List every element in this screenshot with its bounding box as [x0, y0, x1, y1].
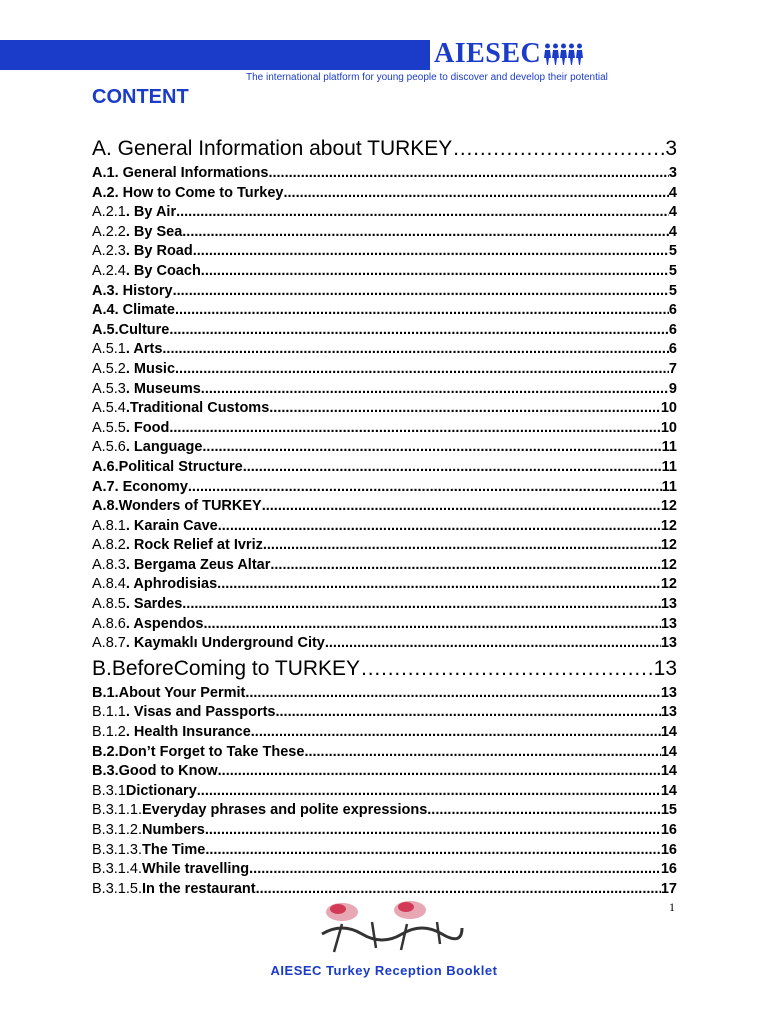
toc-entry-number: A.8.3 [92, 556, 126, 573]
toc-entry-label: . Health Insurance [125, 724, 251, 741]
toc-entry[interactable] [92, 203, 677, 223]
toc-entry-number: B.3.1.4. [92, 861, 142, 878]
toc-entry-number: A.8.5 [92, 596, 126, 613]
toc-entry-label: . Kaymaklı Underground City [125, 635, 325, 652]
toc-entry[interactable] [92, 380, 677, 400]
toc-entry-number: A. General Information about TURKEY [92, 137, 453, 160]
toc-entry-number: A.8.2 [92, 537, 126, 554]
toc-leader-dots [251, 723, 661, 743]
toc-leader-dots [268, 164, 668, 184]
toc-entry[interactable] [92, 536, 677, 556]
toc-entry-label: . By Air [125, 204, 177, 221]
toc-page-number: 12 [660, 576, 677, 593]
toc-leader-dots [325, 634, 661, 654]
toc-entry-label: The Time [141, 841, 206, 858]
toc-entry[interactable] [92, 497, 677, 517]
toc-entry-label: . Music [125, 360, 176, 377]
people-figures-icon [544, 43, 584, 65]
toc-leader-dots [205, 841, 660, 861]
toc-entry[interactable] [92, 703, 677, 723]
toc-page-number: 11 [661, 478, 677, 495]
toc-leader-dots [197, 782, 661, 802]
toc-entry[interactable] [92, 438, 677, 458]
toc-entry-number: A.1. General Informations [92, 165, 269, 181]
toc-entry[interactable] [92, 821, 677, 841]
toc-page-number: 11 [661, 458, 677, 475]
toc-entry[interactable] [92, 801, 677, 821]
toc-entry-number: B.1.2 [92, 724, 126, 741]
toc-entry-label: While travelling [141, 861, 250, 878]
reception-logo [312, 894, 472, 960]
toc-page-number: 14 [660, 724, 677, 741]
toc-page-number: 12 [660, 537, 677, 554]
toc-entry-number: A.5.3 [92, 380, 126, 397]
toc-entry-number: A.8.1 [92, 517, 126, 534]
toc-entry-label: Dictionary [125, 782, 197, 799]
toc-entry[interactable] [92, 164, 677, 184]
toc-entry[interactable] [92, 340, 677, 360]
toc-entry-number: A.5.5 [92, 419, 126, 436]
toc-page-number: 13 [660, 596, 677, 613]
toc-entry-number: A.2.1 [92, 204, 126, 221]
toc-section-heading[interactable] [92, 654, 677, 684]
toc-entry-number: A.4. Climate [92, 302, 175, 319]
toc-entry-number: A.7. Economy [92, 478, 188, 495]
toc-page-number: 14 [660, 743, 677, 760]
toc-page-number: 13 [653, 656, 677, 680]
toc-entry[interactable] [92, 595, 677, 615]
toc-entry-label: In the restaurant [141, 880, 256, 897]
toc-entry-number: A.2.4 [92, 262, 126, 279]
toc-entry[interactable] [92, 419, 677, 439]
toc-section-heading[interactable] [92, 134, 677, 164]
toc-page-number: 15 [660, 802, 677, 819]
toc-entry-number: A.8.Wonders of TURKEY [92, 498, 262, 515]
toc-leader-dots [245, 684, 661, 704]
toc-leader-dots [360, 654, 654, 684]
toc-leader-dots [205, 821, 661, 841]
toc-entry-label: . Food [125, 419, 170, 436]
toc-page-number: 6 [668, 302, 677, 319]
toc-page-number: 5 [668, 282, 677, 299]
toc-leader-dots [201, 380, 669, 400]
toc-entry-number: A.8.6 [92, 615, 126, 632]
toc-leader-dots [182, 595, 661, 615]
toc-entry-number: A.5.6 [92, 439, 126, 456]
toc-page-number: 9 [668, 380, 677, 397]
toc-page-number: 13 [660, 704, 677, 721]
toc-entry-number: A.3. History [92, 282, 173, 299]
toc-page-number: 12 [660, 556, 677, 573]
toc-page-number: 16 [660, 822, 677, 838]
toc-entry-number: A.5.4 [92, 400, 126, 417]
page-title: CONTENT [92, 86, 189, 108]
toc-page-number: 4 [668, 204, 677, 221]
toc-leader-dots [262, 497, 661, 517]
toc-entry[interactable] [92, 782, 677, 802]
toc-entry[interactable] [92, 399, 677, 419]
toc-leader-dots [188, 478, 662, 498]
toc-entry-label: . Language [125, 439, 203, 456]
toc-leader-dots [243, 458, 662, 478]
toc-page-number: 12 [660, 517, 677, 534]
table-of-contents [92, 134, 677, 899]
header-tagline: The international platform for young people to discover and develop their potential [246, 72, 608, 83]
toc-entry[interactable] [92, 684, 677, 704]
toc-page-number: 5 [668, 243, 677, 260]
toc-page-number: 14 [660, 763, 677, 780]
page-number: 1 [669, 900, 675, 914]
toc-leader-dots [193, 242, 669, 262]
toc-leader-dots [169, 419, 661, 439]
toc-page-number: 3 [668, 165, 677, 181]
toc-entry-number: A.2.2 [92, 223, 126, 240]
toc-entry-label: . Visas and Passports [125, 704, 276, 721]
toc-entry-number: A.8.7 [92, 635, 126, 652]
toc-leader-dots [304, 743, 660, 763]
toc-leader-dots [270, 556, 660, 576]
toc-leader-dots [202, 438, 661, 458]
toc-page-number: 10 [660, 400, 677, 417]
toc-leader-dots [452, 134, 665, 164]
toc-page-number: 7 [668, 360, 677, 377]
toc-page-number: 14 [660, 782, 677, 799]
toc-leader-dots [182, 223, 669, 243]
toc-page-number: 13 [660, 635, 677, 652]
toc-leader-dots [203, 615, 660, 635]
toc-entry-label: . Rock Relief at Ivriz [125, 537, 263, 554]
toc-entry[interactable] [92, 360, 677, 380]
toc-entry[interactable] [92, 743, 677, 763]
toc-entry[interactable] [92, 458, 677, 478]
toc-page-number: 11 [661, 439, 677, 456]
toc-entry[interactable] [92, 634, 677, 654]
toc-leader-dots [201, 262, 669, 282]
toc-entry-number: B.3.1.2. [92, 822, 142, 838]
toc-entry-number: A.2.3 [92, 243, 126, 260]
toc-leader-dots [218, 517, 661, 537]
toc-leader-dots [173, 282, 669, 302]
toc-page-number: 5 [668, 262, 677, 279]
toc-leader-dots [276, 703, 661, 723]
toc-entry-label: . By Coach [125, 262, 201, 279]
toc-entry-number: A.2. How to Come to Turkey [92, 184, 284, 201]
logo-text: AIESEC [434, 38, 542, 69]
toc-entry-number: A.5.Culture [92, 321, 170, 338]
toc-page-number: 10 [660, 419, 677, 436]
toc-entry[interactable] [92, 841, 677, 861]
toc-entry[interactable] [92, 184, 677, 204]
toc-leader-dots [169, 321, 669, 341]
toc-entry[interactable] [92, 615, 677, 635]
toc-leader-dots [427, 801, 661, 821]
toc-page-number: 16 [660, 861, 677, 878]
toc-entry-number: A.8.4 [92, 576, 126, 593]
toc-page-number: 6 [668, 341, 677, 358]
toc-leader-dots [175, 301, 669, 321]
toc-page-number: 4 [668, 184, 677, 201]
toc-entry[interactable] [92, 282, 677, 302]
toc-leader-dots [269, 399, 661, 419]
toc-entry-label: . Sardes [125, 596, 183, 613]
toc-entry[interactable] [92, 860, 677, 880]
toc-leader-dots [283, 184, 668, 204]
toc-entry-number: B.1.About Your Permit [92, 684, 246, 701]
toc-leader-dots [263, 536, 661, 556]
toc-page-number: 4 [668, 223, 677, 240]
toc-entry-number: B.BeforeComing to TURKEY [92, 656, 361, 680]
toc-entry-number: A.5.1 [92, 341, 126, 358]
toc-entry-number: B.1.1 [92, 704, 126, 721]
toc-entry-label: . By Sea [125, 223, 183, 240]
toc-entry[interactable] [92, 723, 677, 743]
toc-entry-number: B.2.Don’t Forget to Take These [92, 743, 305, 760]
toc-leader-dots [217, 575, 661, 595]
toc-page-number: 16 [660, 841, 677, 858]
toc-entry-number: A.5.2 [92, 360, 126, 377]
toc-entry[interactable] [92, 242, 677, 262]
toc-leader-dots [176, 203, 669, 223]
toc-page-number: 13 [660, 684, 677, 701]
toc-page-number: 3 [665, 137, 677, 160]
toc-entry-label: . Karain Cave [125, 517, 218, 534]
toc-entry-label: Everyday phrases and polite expressions [141, 802, 428, 819]
toc-leader-dots [249, 860, 661, 880]
toc-entry-label: . Arts [125, 341, 163, 358]
toc-entry-label: . Aphrodisias [125, 576, 218, 593]
toc-entry-label: Numbers [141, 822, 205, 838]
toc-entry[interactable] [92, 478, 677, 498]
toc-entry-number: A.6.Political Structure [92, 458, 243, 475]
toc-entry-label: . Museums [125, 380, 201, 397]
toc-entry-number: B.3.1.1. [92, 802, 142, 819]
toc-entry-number: B.3.1.3. [92, 841, 142, 858]
toc-entry-number: B.3.Good to Know [92, 763, 218, 780]
toc-entry[interactable] [92, 321, 677, 341]
toc-leader-dots [175, 360, 669, 380]
toc-entry[interactable] [92, 517, 677, 537]
toc-entry[interactable] [92, 301, 677, 321]
toc-leader-dots [162, 340, 669, 360]
toc-entry[interactable] [92, 262, 677, 282]
toc-page-number: 13 [660, 615, 677, 632]
toc-entry-label: . By Road [125, 243, 193, 260]
toc-page-number: 12 [660, 498, 677, 515]
aiesec-logo [430, 34, 630, 74]
toc-entry-label: .Traditional Customs [125, 400, 270, 417]
toc-entry[interactable] [92, 556, 677, 576]
toc-entry-number: B.3.1 [92, 782, 126, 799]
toc-entry-label: . Aspendos [125, 615, 204, 632]
toc-entry[interactable] [92, 223, 677, 243]
toc-page-number: 6 [668, 321, 677, 338]
toc-page-number: 17 [660, 880, 677, 897]
footer-title: AIESEC Turkey Reception Booklet [270, 963, 498, 978]
toc-entry-number: B.3.1.5. [92, 880, 142, 897]
toc-leader-dots [218, 762, 661, 782]
toc-entry[interactable] [92, 575, 677, 595]
toc-entry[interactable] [92, 762, 677, 782]
toc-entry-label: . Bergama Zeus Altar [125, 556, 271, 573]
